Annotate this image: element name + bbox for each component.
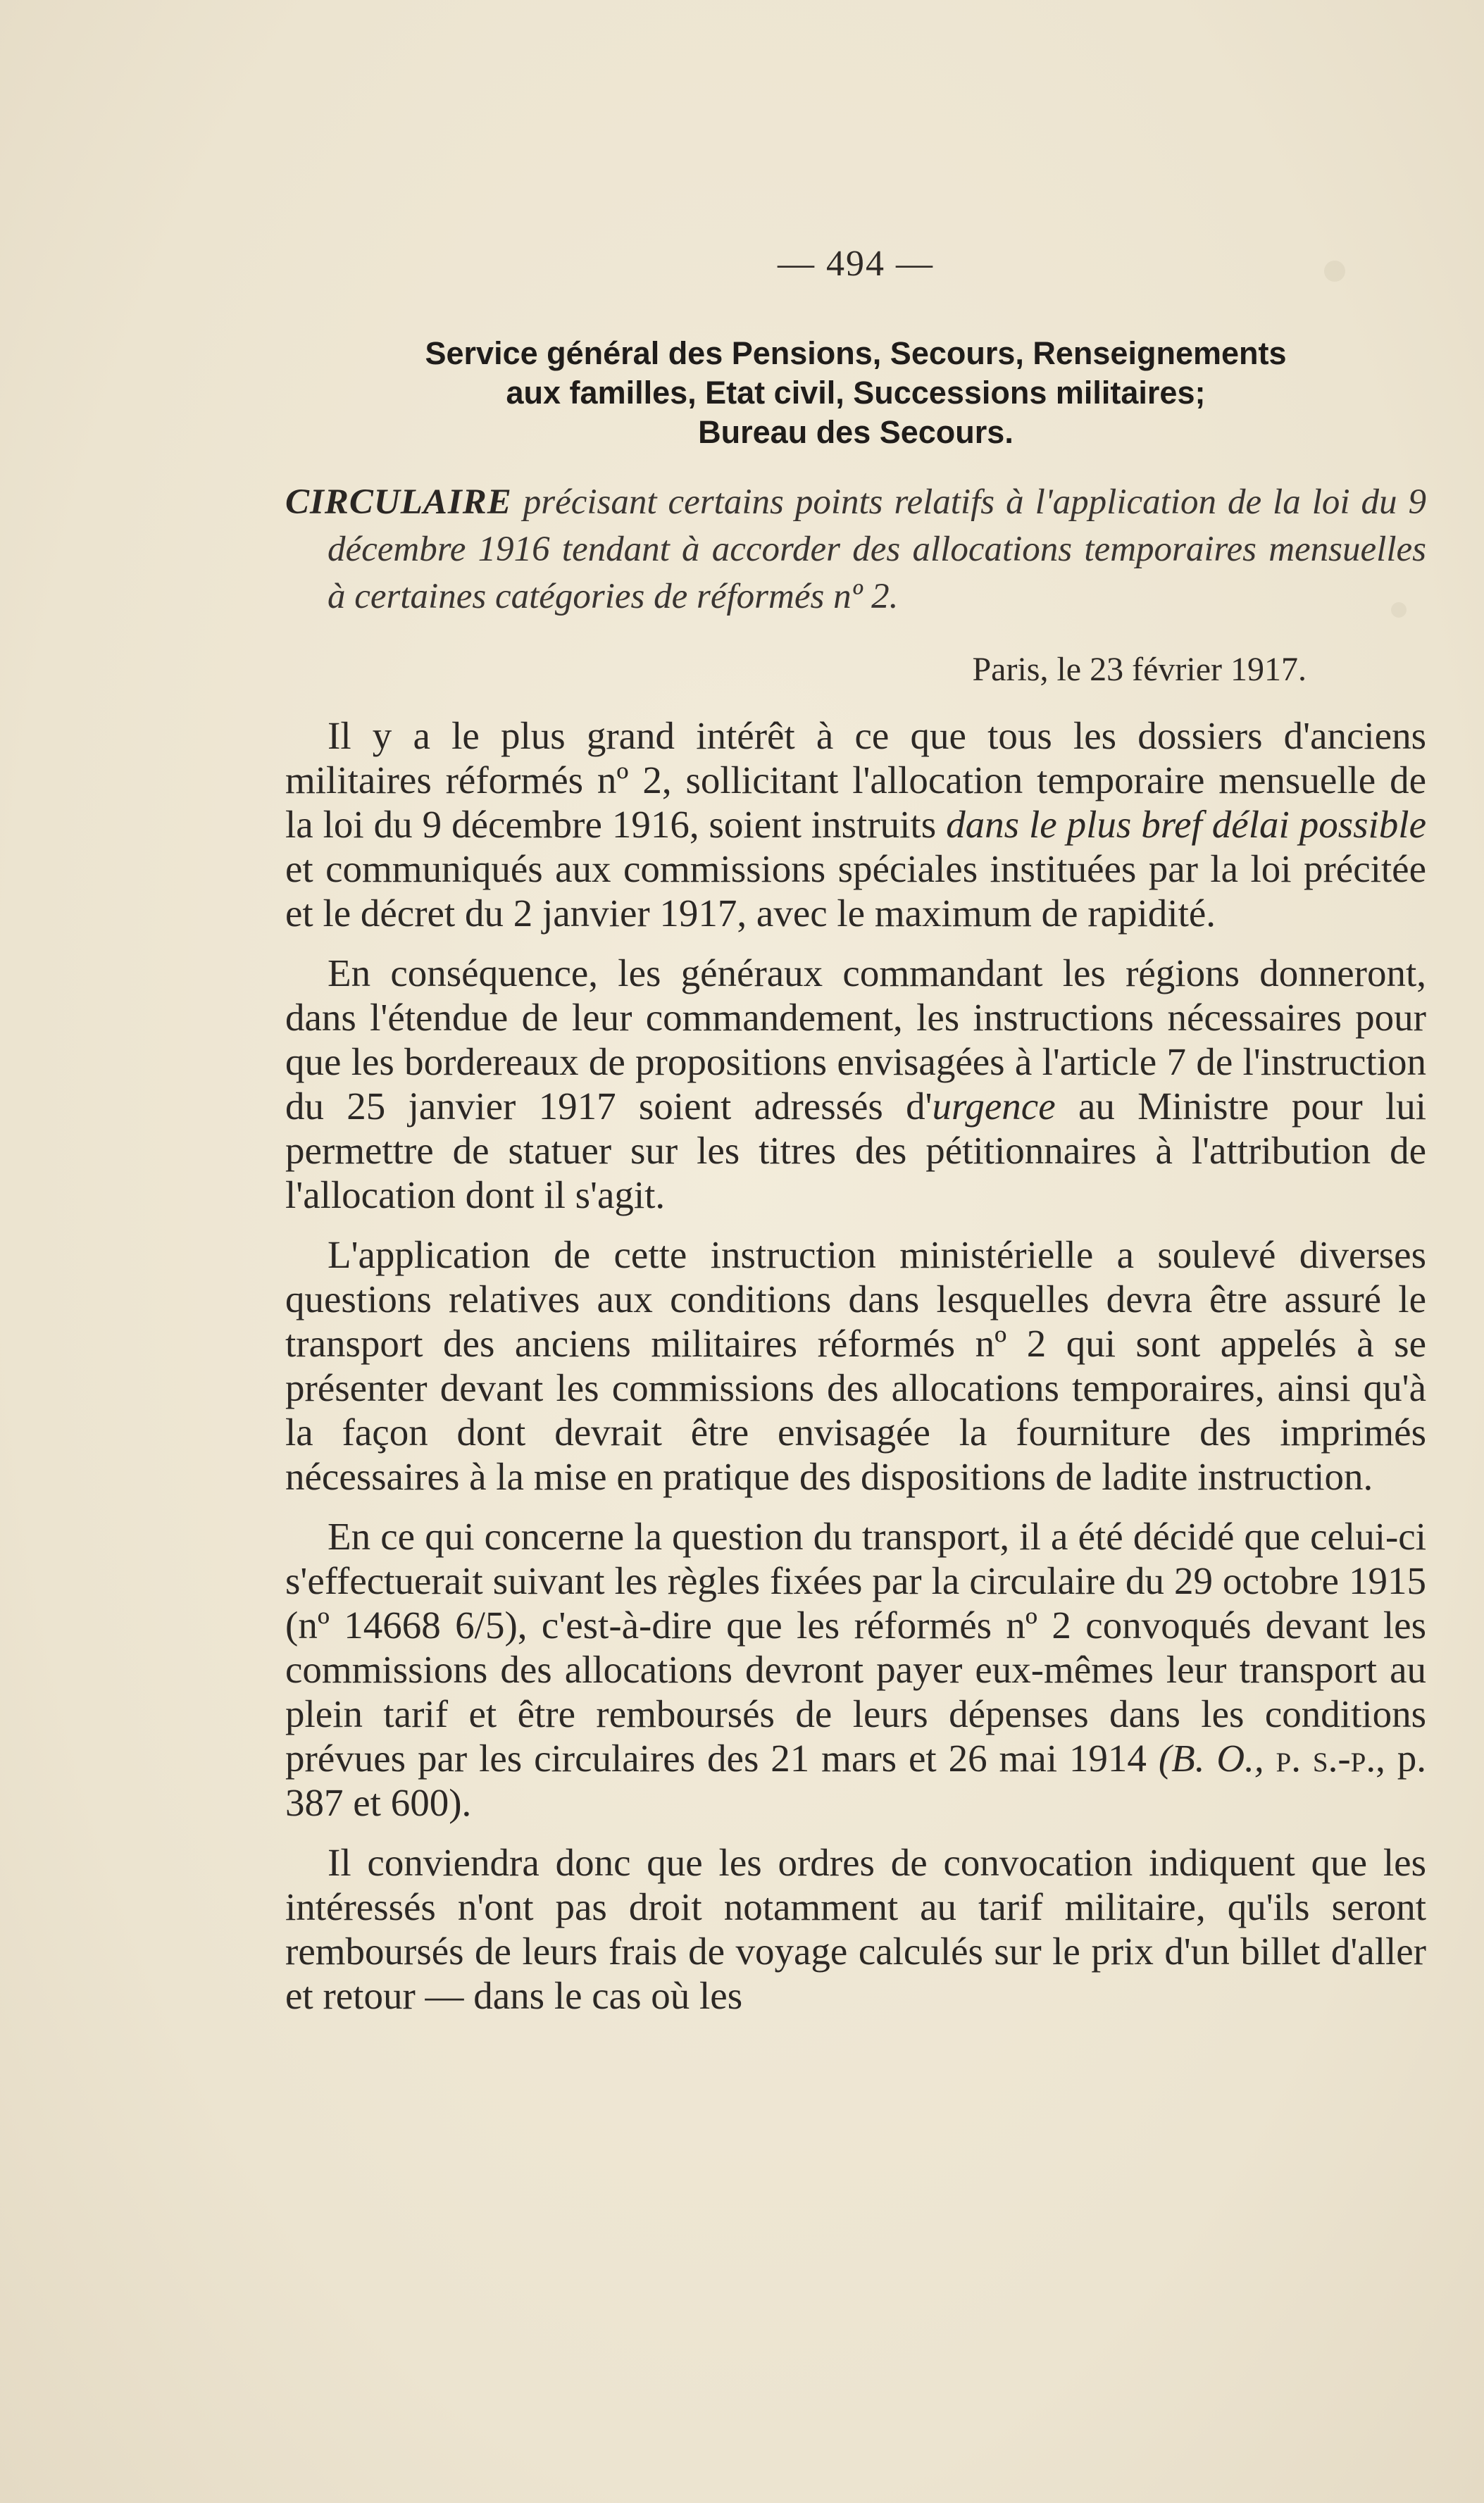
paragraph-4-text-end: p. 387 et 600). — [285, 1737, 1427, 1824]
service-heading — [285, 334, 1426, 452]
service-heading-line-3: Bureau des Secours. — [698, 414, 1014, 450]
dateline: Paris, le 23 février 1917. — [972, 651, 1307, 688]
paragraph-4-reference: (B. O., — [1158, 1737, 1264, 1780]
body-text — [285, 713, 1426, 2018]
paragraph-2 — [285, 951, 1426, 1217]
page-number: — 494 — — [778, 244, 934, 284]
paragraph-4-text: En ce qui concerne la question du transport, il a été décidé que celui-ci s'effectuerait suivant les règles fixées par la circulaire du 29 octobre 1915 (nº 14668 6/5), c'est-à-dire que les réformés nº 2 convoqués devant les commissions des allocations devront payer eux-mêmes leur transport au plein tarif et être remboursés de leurs dépenses dans les conditions prévues par les circulaires des 21 mars et 26 mai 1914 — [285, 1515, 1426, 1780]
paragraph-3: L'application de cette instruction ministérielle a soulevé diverses questions relatives aux conditions dans lesquelles devra être assuré le transport des anciens militaires réformés nº 2 qui sont appelés à se présenter devant les commissions des allocations temporaires, ainsi qu'à la façon dont devrait être envisagée la fourniture des imprimés nécessaires à la mise en pratique des dispositions de ladite instruction. — [285, 1233, 1426, 1498]
paragraph-5: Il conviendra donc que les ordres de convocation indiquent que les intéressés n'ont pas droit notamment au tarif militaire, qu'ils seront remboursés de leurs frais de voyage calculés sur le prix d'un billet d'aller et retour — dans le cas où les — [285, 1841, 1426, 2017]
paragraph-1 — [285, 713, 1426, 935]
paragraph-1-text: Il y a le plus grand intérêt à ce que tous les dossiers d'anciens militaires réformés nº 2, sollicitant l'allocation temporaire mensuelle de la loi du 9 décembre 1916, soient instruits — [285, 714, 1426, 846]
paragraph-4 — [285, 1514, 1426, 1825]
paragraph-2-emphasis: urgence — [932, 1085, 1056, 1128]
circular-lead: CIRCULAIRE — [285, 482, 512, 522]
circular-subject: précisant certains points relatifs à l'application de la loi du 9 décembre 1916 tendant à accorder des allocations temporaires mensuelles à certaines catégories de réformés nº 2. — [328, 482, 1427, 616]
paragraph-2-text-end: au Ministre pour lui permettre de statuer sur les titres des pétitionnaires à l'attribution de l'allocation dont il s'agit. — [285, 1085, 1426, 1216]
paragraph-1-emphasis: dans le plus bref délai possible — [946, 803, 1427, 846]
paragraph-1-text-end: et communiqués aux commissions spéciales instituées par la loi précitée et le décret du 2 janvier 1917, avec le maximum de rapidité. — [285, 847, 1426, 935]
page-content — [285, 243, 1426, 2018]
paragraph-2-text: En conséquence, les généraux commandant les régions donneront, dans l'étendue de leur commandement, les instructions nécessaires pour que les bordereaux de propositions envisagées à l'article 7 de l'instruction du 25 janvier 1917 soient adressés d' — [285, 951, 1426, 1128]
paragraph-4-abbrev: p. s.-p., — [1276, 1737, 1385, 1780]
service-heading-line-2: aux familles, Etat civil, Successions militaires; — [506, 375, 1206, 411]
service-heading-line-1: Service général des Pensions, Secours, Renseignements — [425, 335, 1287, 371]
circular-title — [285, 479, 1426, 620]
